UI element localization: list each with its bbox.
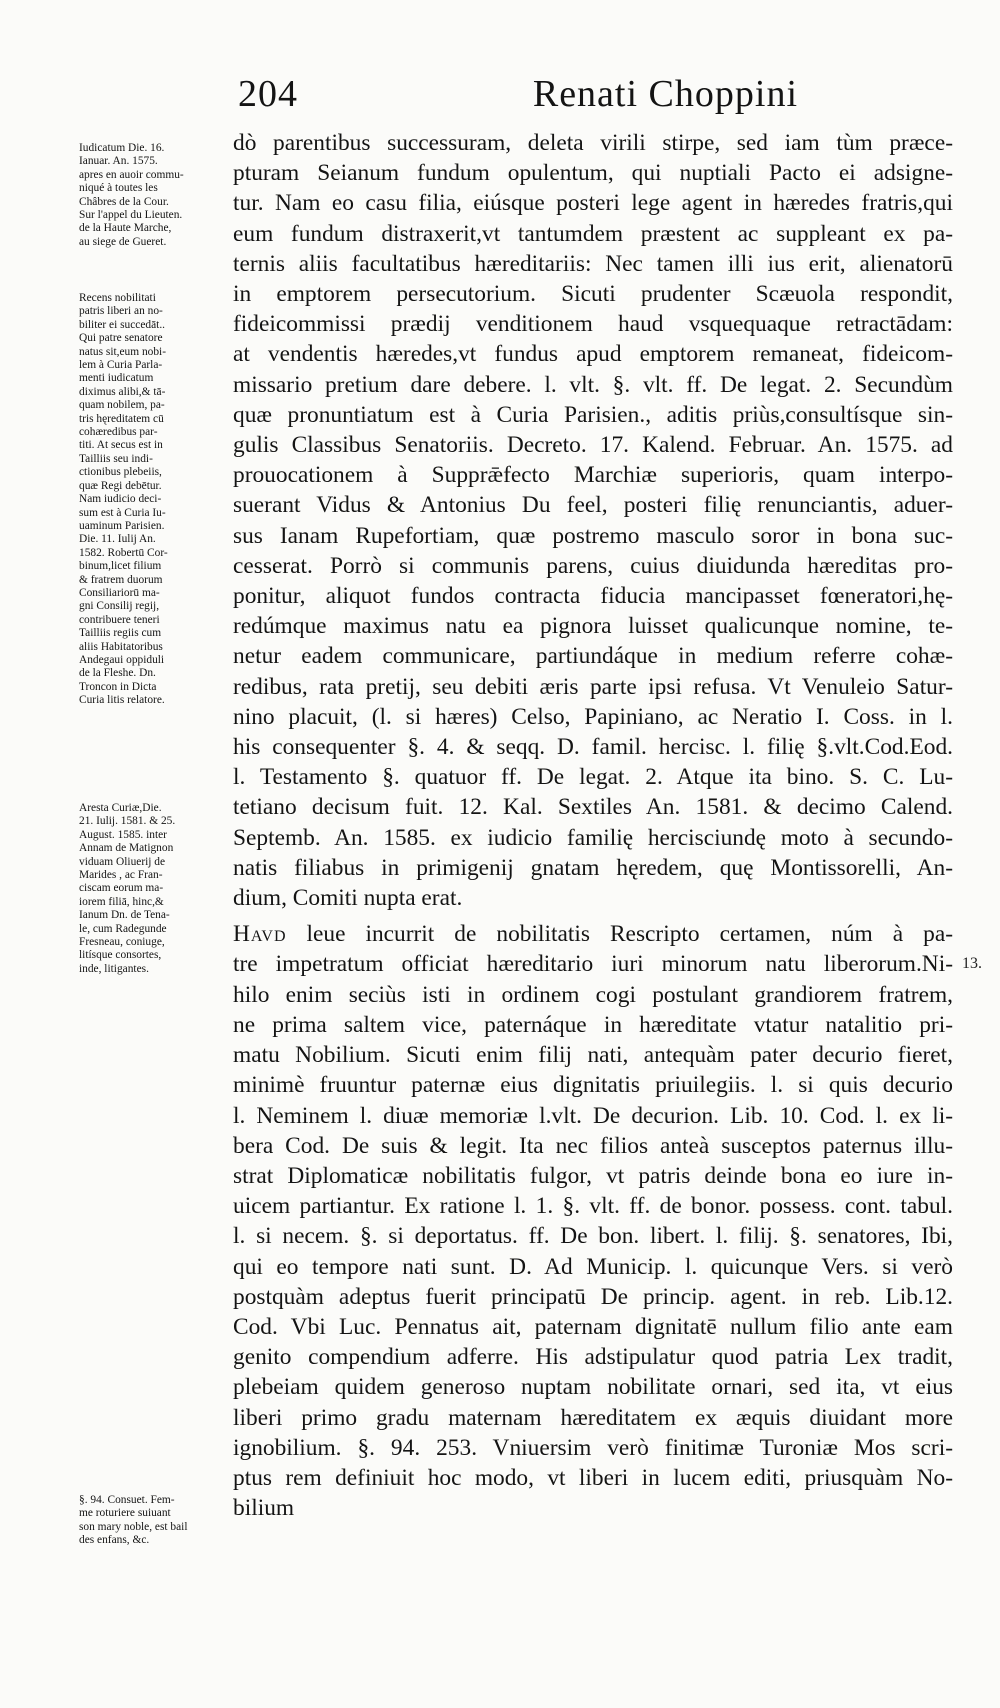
main-text-column [233, 128, 953, 1523]
margin-note-2-line: Qui patre senatore [79, 332, 163, 345]
paragraph-2-line: uicem partiantur. Ex ratione l. 1. §. vlt. ff. de bonor. possess. cont. tabul. [233, 1193, 953, 1220]
paragraph-1-line: Septemb. An. 1585. ex iudicio familię hercisciundę moto à secundo- [233, 824, 953, 851]
page-header [238, 72, 798, 122]
paragraph-2-line: liberi primo gradu maternam hæreditatem ex æquis diuidant more [233, 1404, 953, 1431]
paragraph-1-line: dò parentibus successuram, deleta virili stirpe, sed iam tùm præce- [233, 130, 953, 156]
paragraph-2-line: genito compendium adferre. His adstipulatur quod patria Lex tradit, [233, 1344, 953, 1371]
paragraph-2 [233, 919, 953, 1523]
margin-note-2-line: de la Fleshe. Dn. [79, 667, 156, 680]
paragraph-1-line: cesserat. Porrò si communis parens, cuius diuidunda hæreditas pro- [233, 552, 953, 579]
paragraph-1-line: redúmque maximus natu ea pignora luisset qualicunque nomine, te- [233, 613, 953, 640]
margin-note-1-line: au siege de Gueret. [79, 235, 167, 248]
paragraph-1 [233, 128, 953, 913]
margin-note-3-line: ciscam eorum ma- [79, 882, 164, 895]
paragraph-1-line: dium, Comiti nupta erat. [233, 885, 463, 912]
margin-note-4-line: des enfans, &c. [79, 1534, 150, 1547]
margin-note-3-line: August. 1585. inter [79, 828, 167, 841]
margin-note-2-line: patris liberi an no- [79, 305, 163, 318]
margin-note-2-line: cohæredibus par- [79, 426, 158, 439]
margin-note-2-line: uaminum Parisien. [79, 519, 165, 532]
paragraph-1-line: sus Ianam Rupefortiam, quæ postremo masculo soror in bona suc- [233, 522, 953, 549]
margin-note-2-line: Curia litis relatore. [79, 694, 165, 707]
margin-note-3-line: Ianum Dn. de Tena- [79, 909, 170, 922]
margin-note-2-line: Andegaui oppiduli [79, 653, 165, 666]
margin-note-2-line: Tailliis regiis cum [79, 627, 162, 640]
paragraph-2-line: Cod. Vbi Luc. Pennatus ait, paternam dignitatē nullum filio ante eam [233, 1313, 953, 1340]
paragraph-1-line: his consequenter §. 4. & seqq. D. famil. hercisc. l. filię §.vlt.Cod.Eod. [233, 734, 953, 761]
paragraph-1-line: gulis Classibus Senatoriis. Decreto. 17. Kalend. Februar. An. 1575. ad [233, 432, 953, 459]
margin-note-3-line: Fresneau, coniuge, [79, 936, 165, 949]
margin-note-2-line: Nam iudicio deci- [79, 493, 162, 506]
margin-note-1-line: niqué à toutes les [79, 182, 158, 195]
paragraph-2-line: ignobilium. §. 94. 253. Vniuersim verò finitimæ Turoniæ Mos scri- [233, 1434, 953, 1461]
paragraph-1-line: at vendentis hæredes,vt fundus apud emptorem remaneat, fideicom- [233, 341, 953, 368]
margin-note-3-line: Annam de Matignon [79, 842, 174, 855]
right-margin-number: 13. [962, 955, 982, 972]
margin-note-2-line: aliis Habitatoribus [79, 640, 163, 653]
paragraph-2-line: l. Neminem l. diuæ memoriæ l.vlt. De decurion. Lib. 10. Cod. l. ex li- [233, 1102, 953, 1129]
margin-note-3-line: 21. Iulij. 1581. & 25. [79, 815, 176, 828]
paragraph-2-line: minimè fruuntur paternæ eius dignitatis priuilegiis. l. si quis decurio [233, 1072, 953, 1099]
margin-note-2-line: Recens nobilitati [79, 292, 156, 304]
margin-note-2-line: quam nobilem, pa- [79, 399, 165, 412]
margin-note-2-line: sum est à Curia Iu- [79, 506, 166, 519]
margin-note-2-line: contribuere teneri [79, 613, 160, 626]
margin-note-2-line: tris hęreditatem cū [79, 412, 164, 425]
paragraph-1-line: prouocationem à Supprǣfecto Marchiæ superioris, quam interpo- [233, 462, 953, 489]
margin-note-1-line: Ianuar. An. 1575. [79, 155, 158, 168]
paragraph-2-first-line-text: leue incurrit de nobilitatis Rescripto certamen, núm à pa- [286, 921, 953, 948]
margin-note-1-line: de la Haute Marche, [79, 222, 172, 235]
paragraph-2-line: ne prima saltem vice, paternáque in hæreditate vtatur natalitio pri- [233, 1011, 953, 1038]
margin-note-4-line: me roturiere suiuant [79, 1507, 171, 1520]
margin-note-3-line: litísque consortes, [79, 949, 162, 962]
margin-note-1-line: Iudicatum Die. 16. [79, 142, 165, 154]
paragraph-2-line: strat Diplomaticæ nobilitatis fulgor, vt patris deinde bona eo iure in- [233, 1162, 953, 1189]
margin-note-2-line: gni Consilij regij, [79, 600, 160, 613]
paragraph-1-line: netur eadem communicare, partiundáque in medium referre cohæ- [233, 643, 953, 670]
paragraph-1-line: ponitur, aliquot fundos contracta fiducia mancipasset fœneratori,hę- [233, 583, 953, 610]
paragraph-1-line: nino placuit, (l. si hæres) Celso, Papiniano, ac Neratio I. Coss. in l. [233, 703, 953, 730]
margin-note-4-line: §. 94. Consuet. Fem- [79, 1494, 175, 1506]
margin-note-3 [79, 802, 229, 976]
paragraph-1-line: missario pretium dare debere. l. vlt. §. vlt. ff. De legat. 2. Secundùm [233, 371, 953, 398]
paragraph-2-line: matu Nobilium. Sicuti enim filij nati, antequàm pater decurio fieret, [233, 1042, 953, 1069]
running-title: Renati Choppini [532, 73, 798, 115]
paragraph-1-line: pturam Seianum fundum opulentum, qui nuptiali Pacto ei adsigne- [233, 160, 953, 187]
margin-note-3-line: Marides , ac Fran- [79, 869, 163, 882]
paragraph-2-line: l. si necem. §. si deportatus. ff. De bon. libert. l. filij. §. senatores, Ibi, [233, 1223, 953, 1250]
margin-note-2-line: Die. 11. Iulij An. [79, 533, 156, 546]
paragraph-1-line: suerant Vidus & Antonius Du feel, posteri filię renunciantis, aduer- [233, 492, 953, 519]
margin-note-1-line: Sur l'appel du Lieuten. [79, 209, 183, 222]
margin-note-2-line: ctionibus plebeiis, [79, 466, 162, 479]
paragraph-1-line: l. Testamento §. quatuor ff. De legat. 2. Atque ita bino. S. C. Lu- [233, 764, 953, 791]
paragraph-2-line: postquàm adeptus fuerit principatū De princip. agent. in reb. Lib.12. [233, 1283, 953, 1310]
paragraph-2-line: bera Cod. De suis & legit. Ita nec filios anteà susceptos paternus illu- [233, 1132, 953, 1159]
paragraph-1-line: tur. Nam eo casu filia, eiúsque posteri lege agent in hæredes fratris,qui [233, 190, 953, 217]
paragraph-2-line [233, 919, 953, 949]
margin-note-3-line: Aresta Curiæ,Die. [79, 802, 162, 814]
paragraph-1-line: fideicommissi prædij venditionem haud vsquequaque retractādam: [233, 311, 953, 338]
paragraph-2-line: plebeiam quidem generoso nuptam nobilitate ornari, sed ita, vt eius [233, 1374, 953, 1401]
paragraph-1-line: eum fundum distraxerit,vt tantumdem præstent ac suppleant ex pa- [233, 220, 953, 247]
margin-note-1-line: Châbres de la Cour. [79, 195, 169, 208]
margin-note-1 [79, 142, 229, 249]
margin-note-3-line: inde, litigantes. [79, 962, 149, 975]
margin-note-3-line: iorem filiā, hinc,& [79, 895, 164, 908]
margin-note-2 [79, 292, 229, 708]
paragraph-1-line: ternis aliis facultatibus hæreditariis: Nec tamen illi ius erit, alienatorū [233, 250, 953, 277]
margin-note-2-line: 1582. Robertū Cor- [79, 546, 168, 559]
margin-note-2-line: lem à Curia Parla- [79, 359, 163, 372]
margin-note-2-line: quæ Regi debētur. [79, 479, 162, 492]
margin-note-3-line: le, cum Radegunde [79, 922, 167, 935]
paragraph-2-line: hilo enim seciùs isti in ordinem cogi postulant grandiorem fratrem, [233, 981, 953, 1008]
margin-note-2-line: Troncon in Dicta [79, 680, 157, 693]
margin-note-2-line: binum,licet filium [79, 560, 162, 573]
page-number: 204 [238, 73, 298, 115]
margin-note-2-line: natus sit,eum nobi- [79, 345, 167, 358]
paragraph-1-line: redibus, rata pretij, seu debiti æris parte ipsi refusa. Vt Venuleio Satur- [233, 673, 953, 700]
margin-note-2-line: diximus alibi,& tā- [79, 385, 166, 398]
margin-note-3-line: viduam Oliuerij de [79, 855, 166, 868]
paragraph-2-line: tre impetratum officiat hæreditario iuri minorum natu liberorum.Ni- [233, 951, 953, 978]
margin-note-2-line: Consiliariorū ma- [79, 586, 160, 599]
margin-note-4-line: son mary noble, est bail [79, 1520, 188, 1533]
paragraph-2-line: ptus rem definiuit hoc modo, vt liberi in lucem editi, priusquàm No- [233, 1464, 953, 1491]
paragraph-1-line: natis filiabus in primigenij gnatam hęredem, quę Montissorelli, An- [233, 854, 953, 881]
margin-note-2-line: titi. At secus est in [79, 439, 163, 452]
paragraph-1-line: in emptorem persecutorium. Sicuti prudenter Scæuola respondit, [233, 281, 953, 308]
margin-note-4 [79, 1494, 229, 1548]
paragraph-1-line: tetiano decisum fuit. 12. Kal. Sextiles An. 1581. & decimo Calend. [233, 794, 953, 821]
paragraph-2-dropword: Havd [233, 921, 287, 948]
margin-note-2-line: Tailliis seu indi- [79, 452, 153, 465]
margin-note-1-line: apres en auoir commu- [79, 168, 184, 181]
paragraph-2-line: bilium [233, 1495, 295, 1522]
paragraph-2-line: qui eo tempore nati sunt. D. Ad Municip. l. quicunque Vers. si verò [233, 1253, 953, 1280]
paragraph-1-line: quæ pronuntiatum est à Curia Parisien., aditis priùs,consultísque sin- [233, 401, 953, 428]
margin-note-2-line: menti iudicatum [79, 372, 154, 385]
margin-note-2-line: & fratrem duorum [79, 573, 163, 586]
margin-note-2-line: biliter ei succedāt.. [79, 318, 166, 331]
